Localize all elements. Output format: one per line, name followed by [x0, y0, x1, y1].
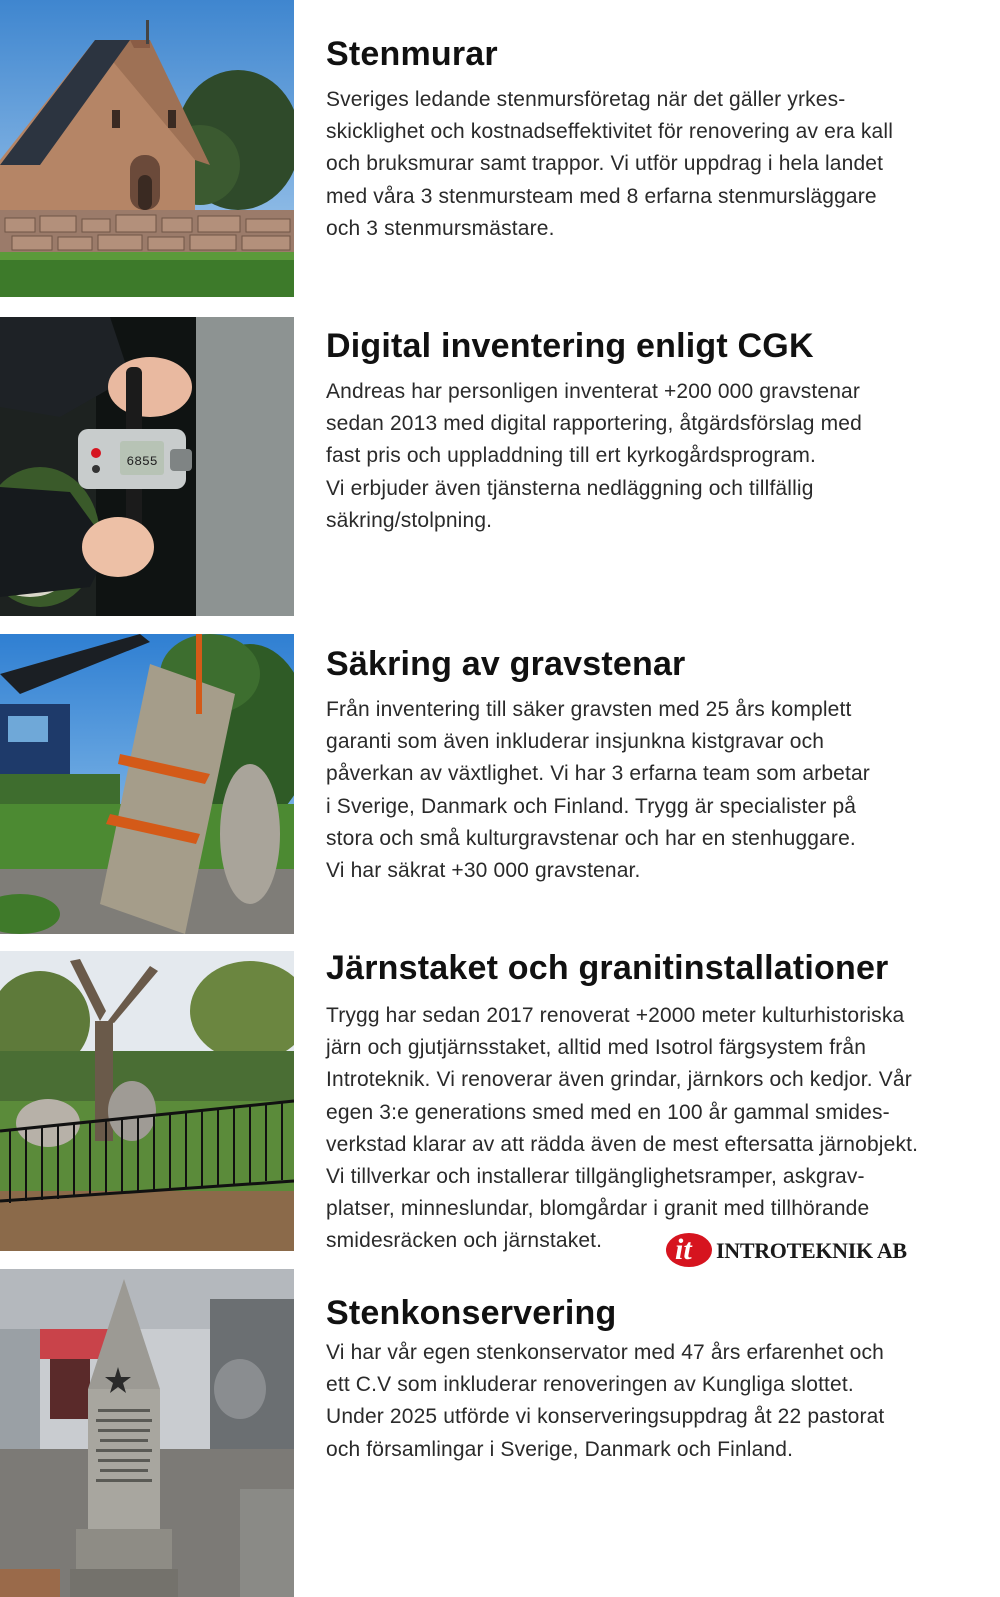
section-heading: Digital inventering enligt CGK	[326, 327, 814, 365]
section-text	[326, 948, 966, 1258]
section-digital-inventering	[0, 317, 1000, 617]
section-sakring	[0, 634, 1000, 934]
section-jarnstaket	[0, 951, 1000, 1251]
meter-readout: 6855	[126, 454, 158, 469]
body-line: stora och små kulturgravstenar och har en stenhuggare.	[326, 826, 856, 850]
section-body	[326, 694, 966, 887]
section-heading: Stenkonservering	[326, 1294, 617, 1332]
body-line: i Sverige, Danmark och Finland. Trygg är specialister på	[326, 794, 857, 818]
body-line: Vi erbjuder även tjänsterna nedläggning och tillfällig	[326, 476, 814, 500]
body-line: säkring/stolpning.	[326, 508, 493, 532]
logo-name: INTROTEKNIK AB	[716, 1238, 907, 1263]
body-line: påverkan av växtlighet. Vi har 3 erfarna team som arbetar	[326, 762, 870, 786]
section-body	[326, 376, 966, 537]
section-text	[326, 644, 966, 887]
body-line: verkstad klarar av att rädda även de mest eftersatta järnobjekt.	[326, 1132, 919, 1156]
body-line: och församlingar i Sverige, Danmark och Finland.	[326, 1437, 794, 1461]
body-line: Vi tillverkar och installerar tillgänglighetsramper, askgrav-	[326, 1165, 865, 1189]
section-heading: Järnstaket och granitinstallationer	[326, 949, 889, 987]
church-wall-photo	[0, 0, 294, 297]
body-line: platser, minneslundar, blomgårdar i granit med tillhörande	[326, 1197, 870, 1221]
body-line: Vi har vår egen stenkonservator med 47 års erfarenhet och	[326, 1341, 884, 1364]
section-body	[326, 1000, 966, 1258]
body-line: Andreas har personligen inventerat +200 000 gravstenar	[326, 380, 861, 403]
introteknik-logo-mark	[666, 1233, 712, 1267]
body-line: ett C.V som inkluderar renoveringen av Kungliga slottet.	[326, 1373, 854, 1397]
body-line: egen 3:e generations smed med en 100 år gammal smides-	[326, 1100, 890, 1124]
iron-fence-photo	[0, 951, 294, 1251]
body-line: järn och gjutjärnsstaket, alltid med Isotrol färgsystem från	[326, 1036, 867, 1060]
section-text	[326, 34, 966, 245]
section-body	[326, 1337, 966, 1466]
section-heading: Stenmurar	[326, 35, 498, 73]
section-stenkonservering	[0, 1269, 1000, 1597]
section-stenmurar	[0, 0, 1000, 300]
introteknik-logo	[666, 1230, 906, 1272]
body-line: smidesräcken och järnstaket.	[326, 1229, 603, 1253]
body-line: Under 2025 utförde vi konserveringsuppdrag åt 22 pastorat	[326, 1405, 885, 1429]
body-line: skicklighet och kostnadseffektivitet för renovering av era kall	[326, 120, 894, 144]
section-text	[326, 326, 966, 537]
body-line: garanti som även inkluderar insjunkna kistgravar och	[326, 730, 825, 754]
body-line: med våra 3 stenmursteam med 8 erfarna stenmursläggare	[326, 184, 877, 208]
body-line: Från inventering till säker gravsten med 25 års komplett	[326, 698, 852, 721]
crane-gravestone-photo	[0, 634, 294, 934]
section-heading: Säkring av gravstenar	[326, 645, 686, 683]
inventory-meter-photo	[0, 317, 294, 616]
body-line: Introteknik. Vi renoverar även grindar, järnkors och kedjor. Vår	[326, 1068, 912, 1092]
logo-mark-text: it	[675, 1233, 692, 1266]
body-line: och bruksmurar samt trappor. Vi utför uppdrag i hela landet	[326, 152, 884, 176]
body-line: Sveriges ledande stenmursföretag när det gäller yrkes-	[326, 88, 846, 111]
body-line: Vi har säkrat +30 000 gravstenar.	[326, 859, 641, 883]
body-line: Trygg har sedan 2017 renoverat +2000 meter kulturhistoriska	[326, 1004, 905, 1027]
obelisk-workshop-photo	[0, 1269, 294, 1597]
body-line: sedan 2013 med digital rapportering, åtgärdsförslag med	[326, 412, 862, 436]
section-body	[326, 84, 966, 245]
body-line: och 3 stenmursmästare.	[326, 216, 555, 240]
section-text	[326, 1293, 966, 1466]
body-line: fast pris och uppladdning till ert kyrkogårdsprogram.	[326, 444, 817, 468]
